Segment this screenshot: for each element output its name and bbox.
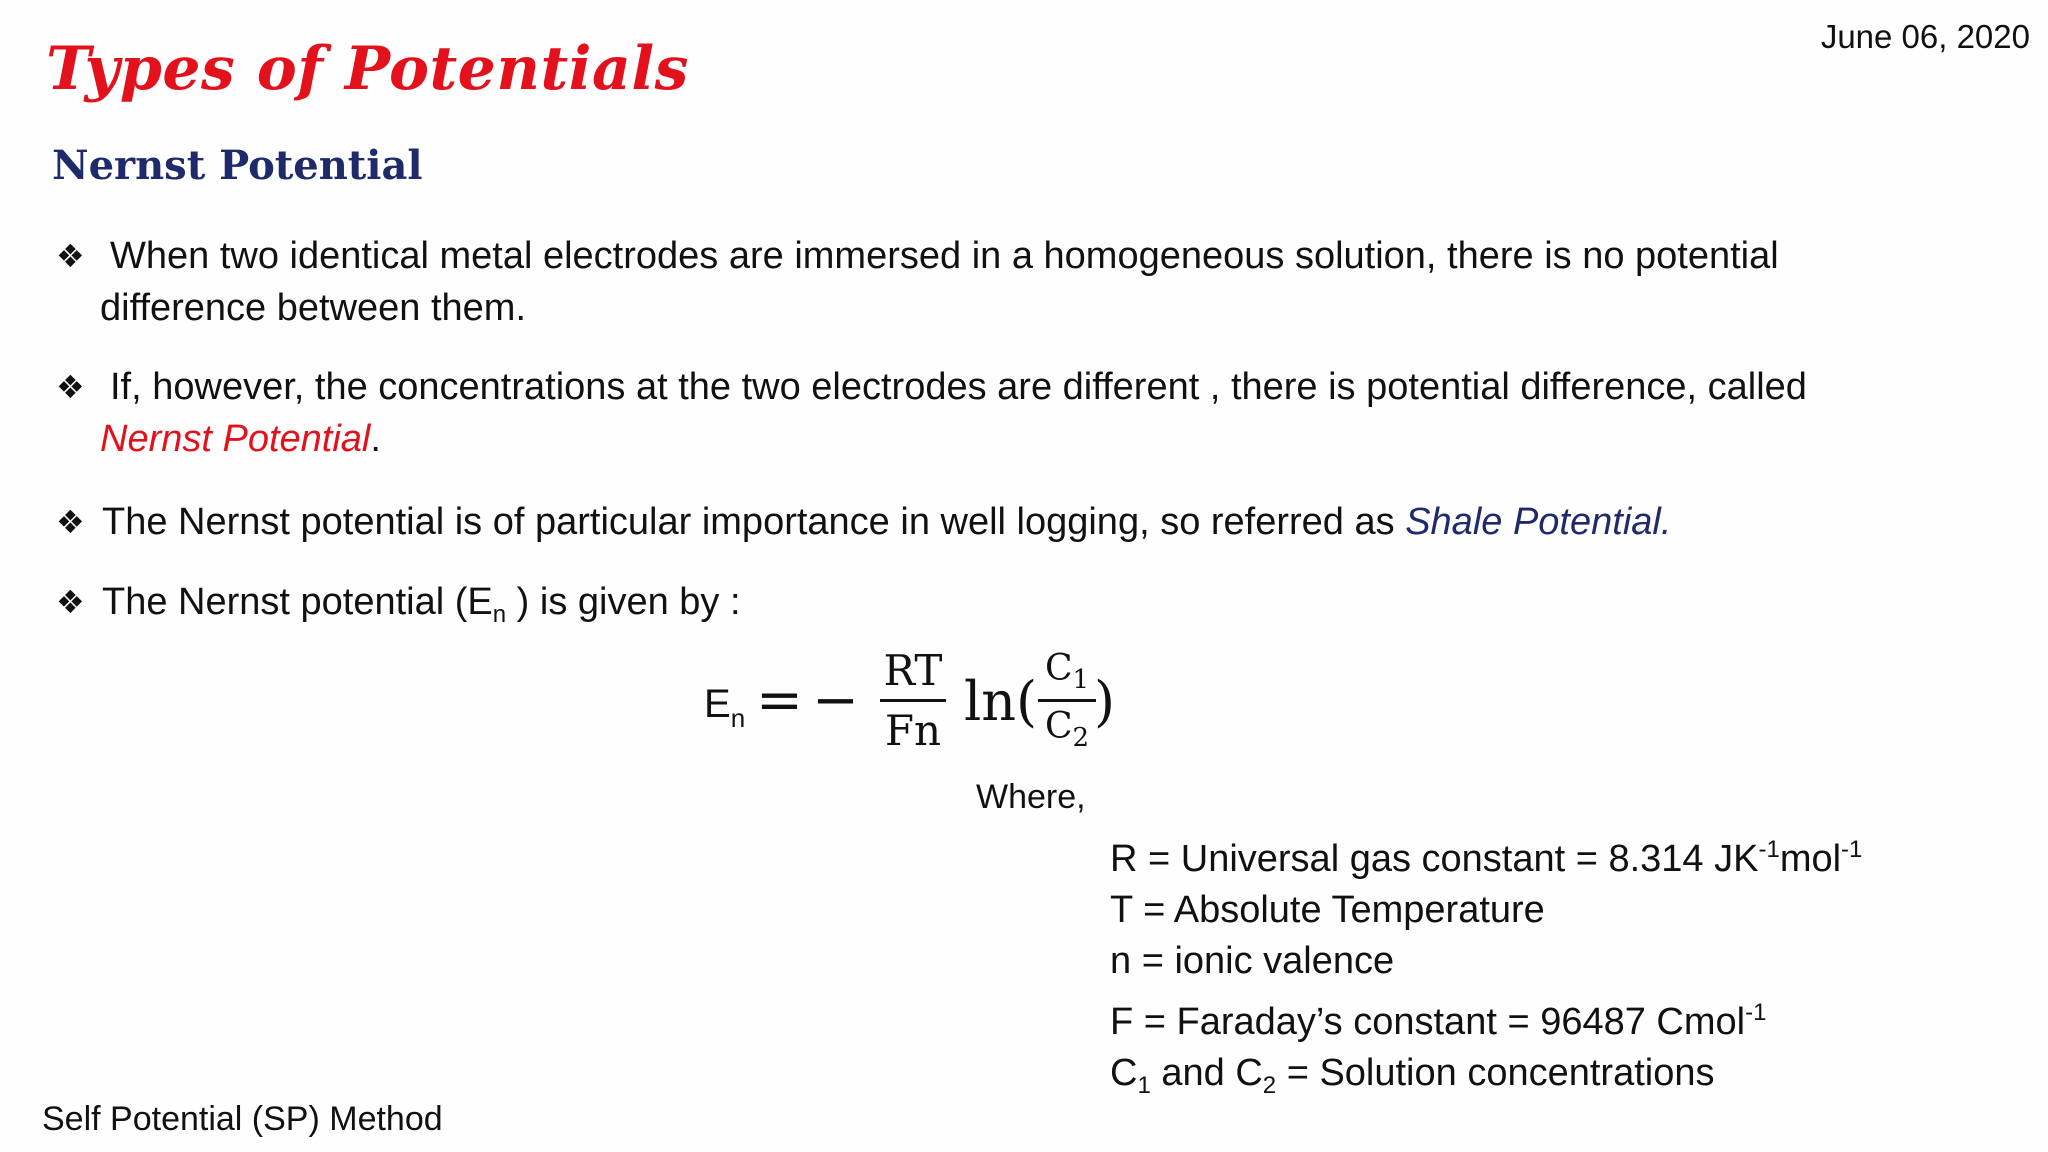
definition-c: $C_1$ and $C_2$ = Solution concentrations xyxy=(1110,1052,1715,1099)
equation-equals: = xyxy=(756,668,803,733)
shale-potential-term: Shale Potential. xyxy=(1405,501,1672,543)
bullet-2-line-2: Nernst Potential. xyxy=(100,418,381,460)
bullet-diamond-icon: ❖ xyxy=(56,503,85,541)
definition-n: n = ionic valence xyxy=(1110,940,1395,982)
slide-date: June 06, 2020 xyxy=(1820,18,2030,55)
bullet-3-text: The Nernst potential is of particular importance in well logging, so referred as Shale Potential. xyxy=(102,501,1672,543)
bullet-diamond-icon: ❖ xyxy=(56,368,85,406)
bullet-3 xyxy=(56,496,1956,548)
equation-minus: − xyxy=(812,668,859,733)
bullet-1-line-2: difference between them. xyxy=(100,287,527,329)
fraction-c1-c2: $C_1$ $C_2$ xyxy=(1038,648,1096,753)
bullet-diamond-icon: ❖ xyxy=(56,583,85,621)
definition-f: F = Faraday’s constant = 96487 Cmol$^{-1}$ xyxy=(1110,999,1767,1043)
nernst-potential-term: Nernst Potential xyxy=(100,418,371,460)
definition-r: R = Universal gas constant = 8.314 $JK^{-1}mol^{-1}$ xyxy=(1110,836,1863,880)
bullet-2-line-1: If, however, the concentrations at the two electrodes are different , there is potential difference, called xyxy=(110,366,1807,408)
bullet-2 xyxy=(56,361,1956,465)
equation-close-paren: ) xyxy=(1094,670,1116,733)
section-subtitle: Nernst Potential xyxy=(52,142,423,189)
bullet-1 xyxy=(56,230,1956,334)
equation-ln: ln( xyxy=(964,670,1038,733)
equation-lhs: $E_n$ xyxy=(704,682,746,733)
definition-t: T = Absolute Temperature xyxy=(1110,889,1545,931)
bullet-4 xyxy=(56,576,1956,641)
footer-course-title: Self Potential (SP) Method xyxy=(42,1100,443,1138)
bullet-1-line-1: When two identical metal electrodes are immersed in a homogeneous solution, there is no potential xyxy=(110,235,1779,277)
slide-title: Types of Potentials xyxy=(46,34,689,104)
bullet-diamond-icon: ❖ xyxy=(56,237,85,275)
definitions-list xyxy=(1110,824,1862,1111)
bullet-4-text: The Nernst potential ($E_n$ ) is given by : xyxy=(102,581,741,628)
fraction-rt-fn: RT Fn xyxy=(880,646,946,755)
where-label: Where, xyxy=(976,778,1086,816)
